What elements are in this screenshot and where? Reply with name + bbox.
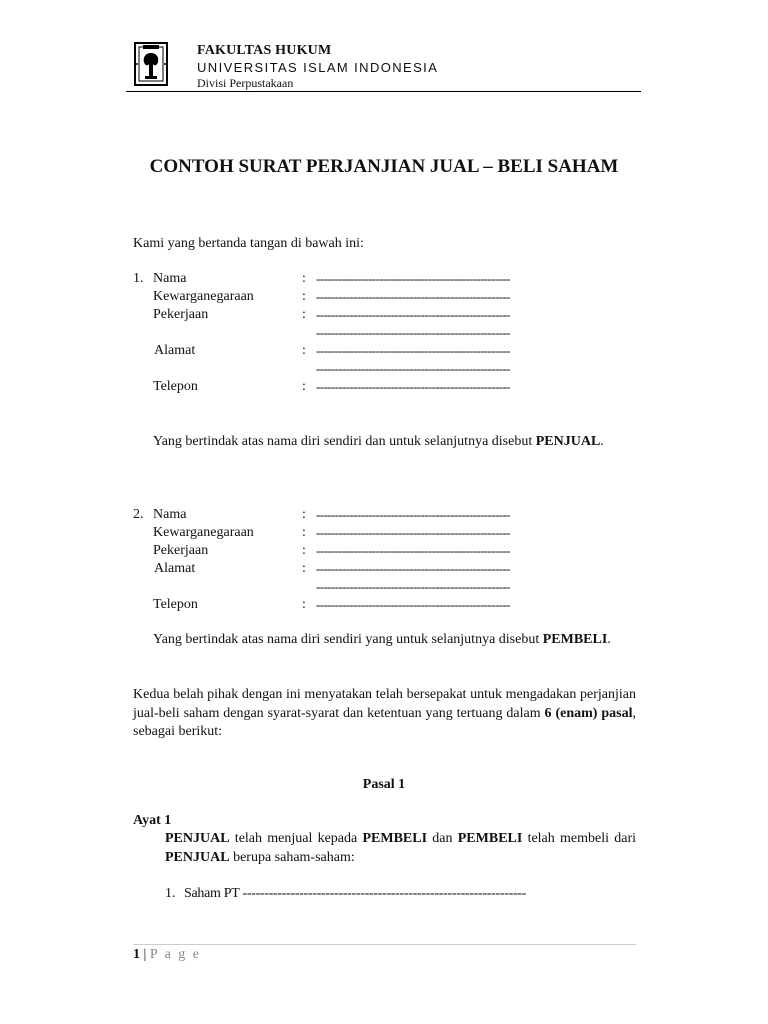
ayat-1-paragraph	[165, 830, 636, 867]
party1-pekerjaan-label: Pekerjaan	[153, 307, 209, 322]
party2-kewarganegaraan-colon: :	[302, 525, 306, 540]
uii-logo-icon	[134, 42, 168, 86]
party1-telepon-field[interactable]: ----------------------------------------------------	[316, 379, 510, 394]
page-label: P a g e	[149, 947, 202, 962]
document-title: CONTOH SURAT PERJANJIAN JUAL – BELI SAHAM	[149, 156, 619, 177]
party1-telepon-colon: :	[302, 379, 306, 394]
party1-pekerjaan-field[interactable]: ----------------------------------------------------	[316, 307, 510, 322]
party2-kewarganegaraan-label: Kewarganegaraan	[153, 525, 254, 540]
party2-alamat-colon: :	[302, 561, 306, 576]
party2-pekerjaan-field[interactable]: ----------------------------------------------------	[316, 543, 510, 558]
page-number: 1	[133, 947, 140, 962]
list-item-saham: Saham PT -----------------------------------------------------------------	[184, 886, 527, 901]
page-separator: |	[140, 947, 150, 962]
university-name: UNIVERSITAS ISLAM INDONESIA	[197, 60, 439, 75]
party1-role-paragraph	[153, 433, 636, 452]
party2-pekerjaan-colon: :	[302, 543, 306, 558]
party1-kewarganegaraan-colon: :	[302, 289, 306, 304]
party1-role-name: PENJUAL	[535, 434, 601, 449]
party1-pekerjaan-colon: :	[302, 307, 306, 322]
page-footer	[133, 947, 201, 963]
party2-role-text: Yang bertindak atas nama diri sendiri yang untuk selanjutnya disebut	[153, 632, 540, 647]
party1-telepon-label: Telepon	[153, 379, 198, 394]
list-item-number: 1.	[165, 886, 176, 901]
party2-kewarganegaraan-field[interactable]: ----------------------------------------------------	[316, 525, 510, 540]
party1-alamat-colon: :	[302, 343, 306, 358]
party2-number: 2.	[133, 507, 144, 522]
footer-divider	[133, 944, 636, 945]
ayat-1-text-3: telah membeli dari	[522, 831, 637, 846]
ayat-1-penjual-2: PENJUAL	[165, 849, 230, 865]
party2-pekerjaan-label: Pekerjaan	[153, 543, 209, 558]
header-divider	[126, 91, 641, 92]
party1-pekerjaan-field-line2[interactable]: ----------------------------------------------------	[316, 325, 510, 340]
division-name: Divisi Perpustakaan	[197, 76, 294, 90]
party1-alamat-field[interactable]: ----------------------------------------------------	[316, 343, 510, 358]
intro-text: Kami yang bertanda tangan di bawah ini:	[133, 236, 364, 251]
party2-alamat-field[interactable]: ----------------------------------------------------	[316, 561, 510, 576]
ayat-1-pembeli-2: PEMBELI	[457, 831, 523, 846]
party1-nama-label: Nama	[153, 271, 187, 286]
agreement-text-end: , sebagai berikut:	[133, 705, 636, 739]
party1-kewarganegaraan-label: Kewarganegaraan	[153, 289, 254, 304]
agreement-text: Kedua belah pihak dengan ini menyatakan telah bersepakat untuk mengadakan perjanjian jual-beli saham dengan syarat-syarat dan ketentuan yang tertuang dalam	[133, 687, 636, 721]
party2-role-paragraph	[153, 631, 636, 650]
party2-telepon-colon: :	[302, 597, 306, 612]
ayat-1-text-2: dan	[427, 831, 458, 846]
ayat-1-text-4: berupa saham-saham:	[229, 849, 355, 865]
party1-alamat-field-line2[interactable]: ----------------------------------------------------	[316, 361, 510, 376]
ayat-1-text-1: telah menjual kepada	[229, 831, 363, 846]
party1-number: 1.	[133, 271, 144, 286]
pasal-1-heading: Pasal 1	[362, 777, 406, 792]
ayat-1-penjual: PENJUAL	[165, 831, 230, 846]
party2-role-name: PEMBELI	[542, 632, 608, 647]
party2-role-end: .	[607, 632, 611, 647]
party2-telepon-label: Telepon	[153, 597, 198, 612]
party1-alamat-label: Alamat	[154, 343, 196, 358]
party1-nama-colon: :	[302, 271, 306, 286]
party1-kewarganegaraan-field[interactable]: ----------------------------------------------------	[316, 289, 510, 304]
agreement-pasal-count: 6 (enam) pasal	[544, 705, 633, 721]
party2-nama-field[interactable]: ----------------------------------------------------	[316, 507, 510, 522]
party2-alamat-field-line2[interactable]: ----------------------------------------------------	[316, 579, 510, 594]
faculty-name: FAKULTAS HUKUM	[197, 43, 332, 58]
ayat-1-pembeli: PEMBELI	[362, 831, 428, 846]
agreement-paragraph	[133, 686, 636, 742]
party2-telepon-field[interactable]: ----------------------------------------------------	[316, 597, 510, 612]
party2-nama-colon: :	[302, 507, 306, 522]
party1-role-text: Yang bertindak atas nama diri sendiri dan untuk selanjutnya disebut	[153, 434, 533, 449]
party2-nama-label: Nama	[153, 507, 187, 522]
party1-role-end: .	[600, 434, 604, 449]
party2-alamat-label: Alamat	[154, 561, 196, 576]
party1-nama-field[interactable]: ----------------------------------------------------	[316, 271, 510, 286]
ayat-1-heading: Ayat 1	[133, 813, 172, 828]
